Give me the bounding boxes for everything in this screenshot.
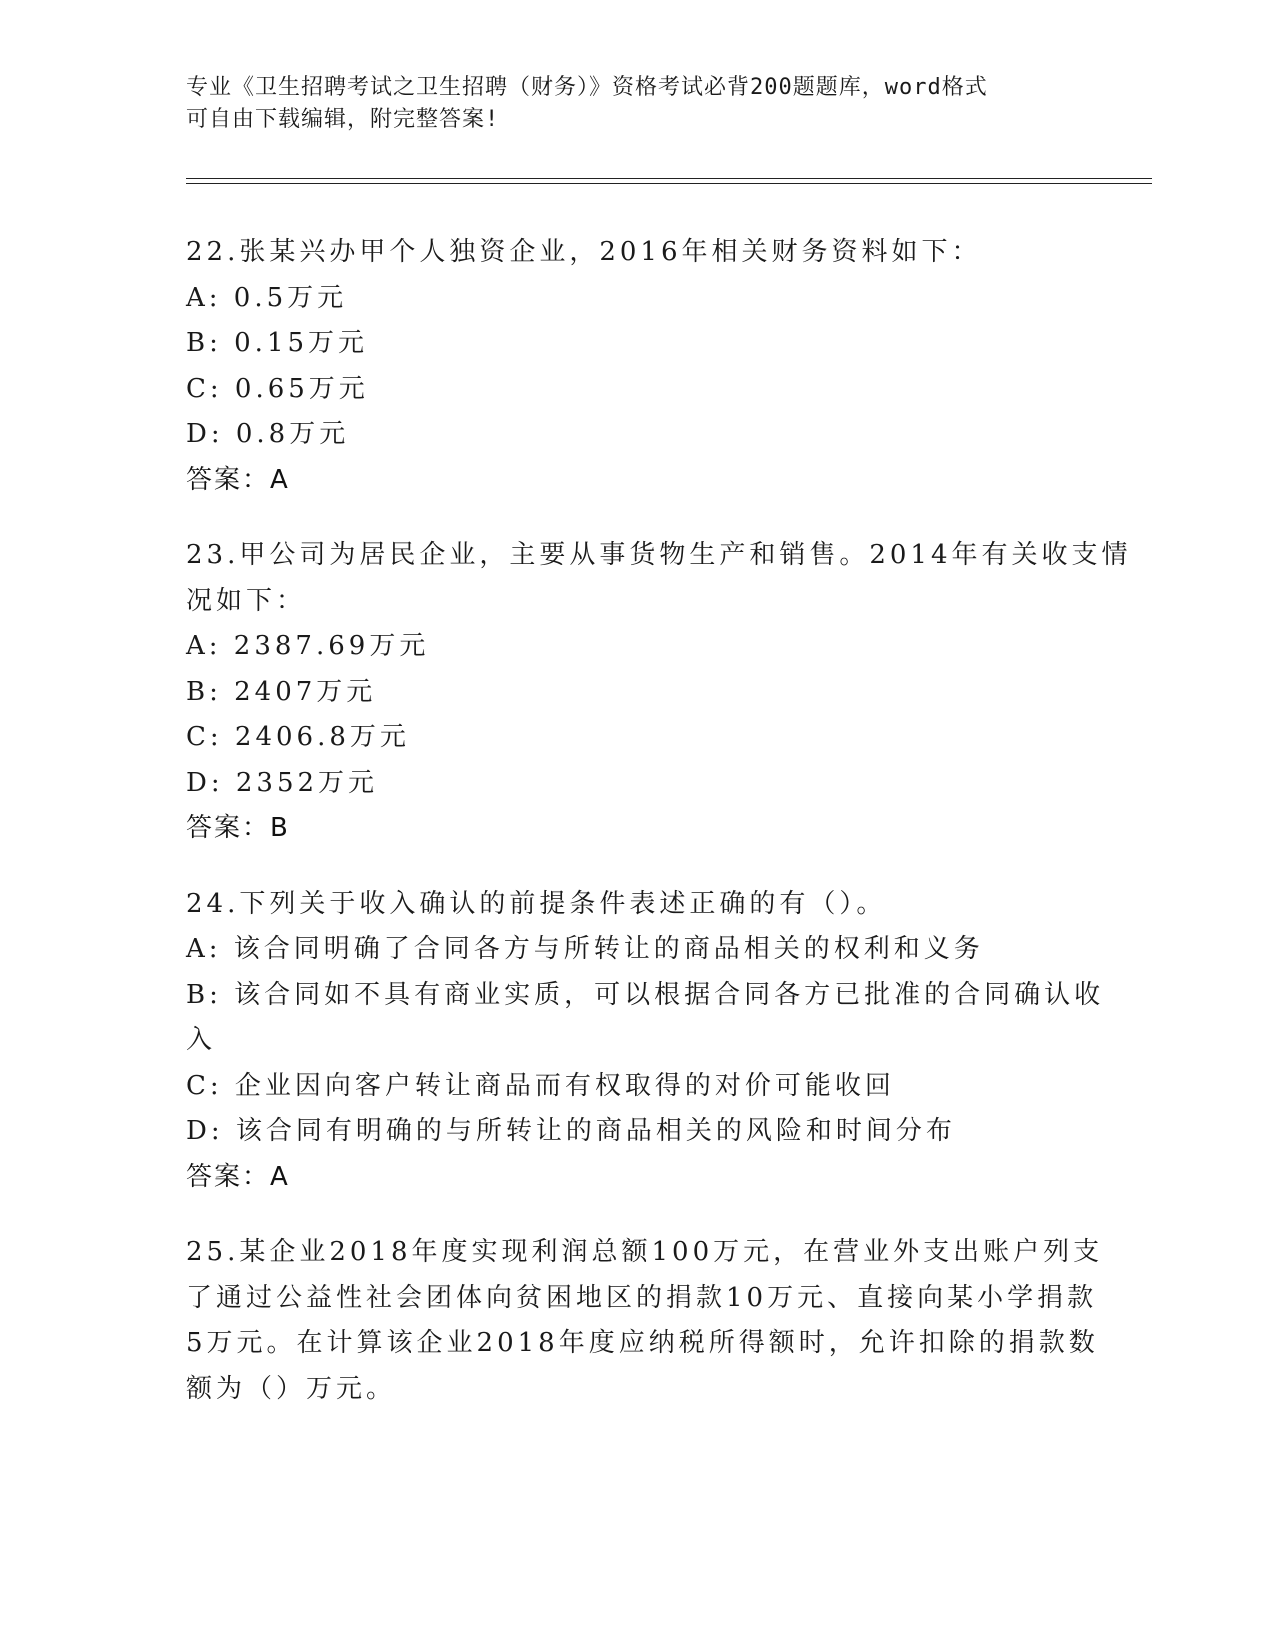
question-stem: 23.甲公司为居民企业，主要从事货物生产和销售。2014年有关收支情 xyxy=(186,540,1132,570)
document-header xyxy=(186,72,1066,136)
option-c: C: 企业因向客户转让商品而有权取得的对价可能收回 xyxy=(186,1070,895,1101)
question-23 xyxy=(186,533,1132,852)
question-stem: 24.下列关于收入确认的前提条件表述正确的有（）。 xyxy=(186,888,887,919)
header-divider-bottom xyxy=(186,183,1152,184)
question-stem-continued: 5万元。在计算该企业2018年度应纳税所得额时，允许扣除的捐款数 xyxy=(186,1328,1099,1358)
option-b: B: 2407万元 xyxy=(186,676,377,707)
option-c: C: 0.65万元 xyxy=(186,373,369,404)
question-24 xyxy=(186,882,1105,1201)
option-b-continued: 入 xyxy=(186,1025,217,1055)
header-line-2: 可自由下载编辑，附完整答案! xyxy=(186,107,500,132)
option-c: C: 2406.8万元 xyxy=(186,722,410,752)
option-d: D: 0.8万元 xyxy=(186,419,350,449)
question-25 xyxy=(186,1230,1104,1412)
option-b: B: 0.15万元 xyxy=(186,328,369,358)
option-d: D: 2352万元 xyxy=(186,767,379,798)
header-line-1: 专业《卫生招聘考试之卫生招聘（财务）》资格考试必背200题题库，word格式 xyxy=(186,75,988,100)
question-list xyxy=(186,230,1132,1442)
option-d: D: 该合同有明确的与所转让的商品相关的风险和时间分布 xyxy=(186,1116,956,1146)
question-stem-continued: 况如下： xyxy=(186,585,307,616)
option-a: A: 该合同明确了合同各方与所转让的商品相关的权利和义务 xyxy=(186,934,984,964)
option-a: A: 0.5万元 xyxy=(186,282,348,313)
option-a: A: 2387.69万元 xyxy=(186,631,430,661)
question-22 xyxy=(186,230,1086,503)
question-stem-continued: 额为（）万元。 xyxy=(186,1373,397,1404)
answer-line: 答案：A xyxy=(186,1161,290,1192)
answer-line: 答案：B xyxy=(186,813,290,843)
question-stem: 25.某企业2018年度实现利润总额100万元，在营业外支出账户列支 xyxy=(186,1237,1104,1267)
header-divider-top xyxy=(186,178,1152,179)
option-b: B: 该合同如不具有商业实质，可以根据合同各方已批准的合同确认收 xyxy=(186,979,1105,1010)
answer-line: 答案：A xyxy=(186,464,290,495)
question-stem: 22.张某兴办甲个人独资企业，2016年相关财务资料如下： xyxy=(186,237,982,267)
question-stem-continued: 了通过公益性社会团体向贫困地区的捐款10万元、直接向某小学捐款 xyxy=(186,1282,1098,1313)
